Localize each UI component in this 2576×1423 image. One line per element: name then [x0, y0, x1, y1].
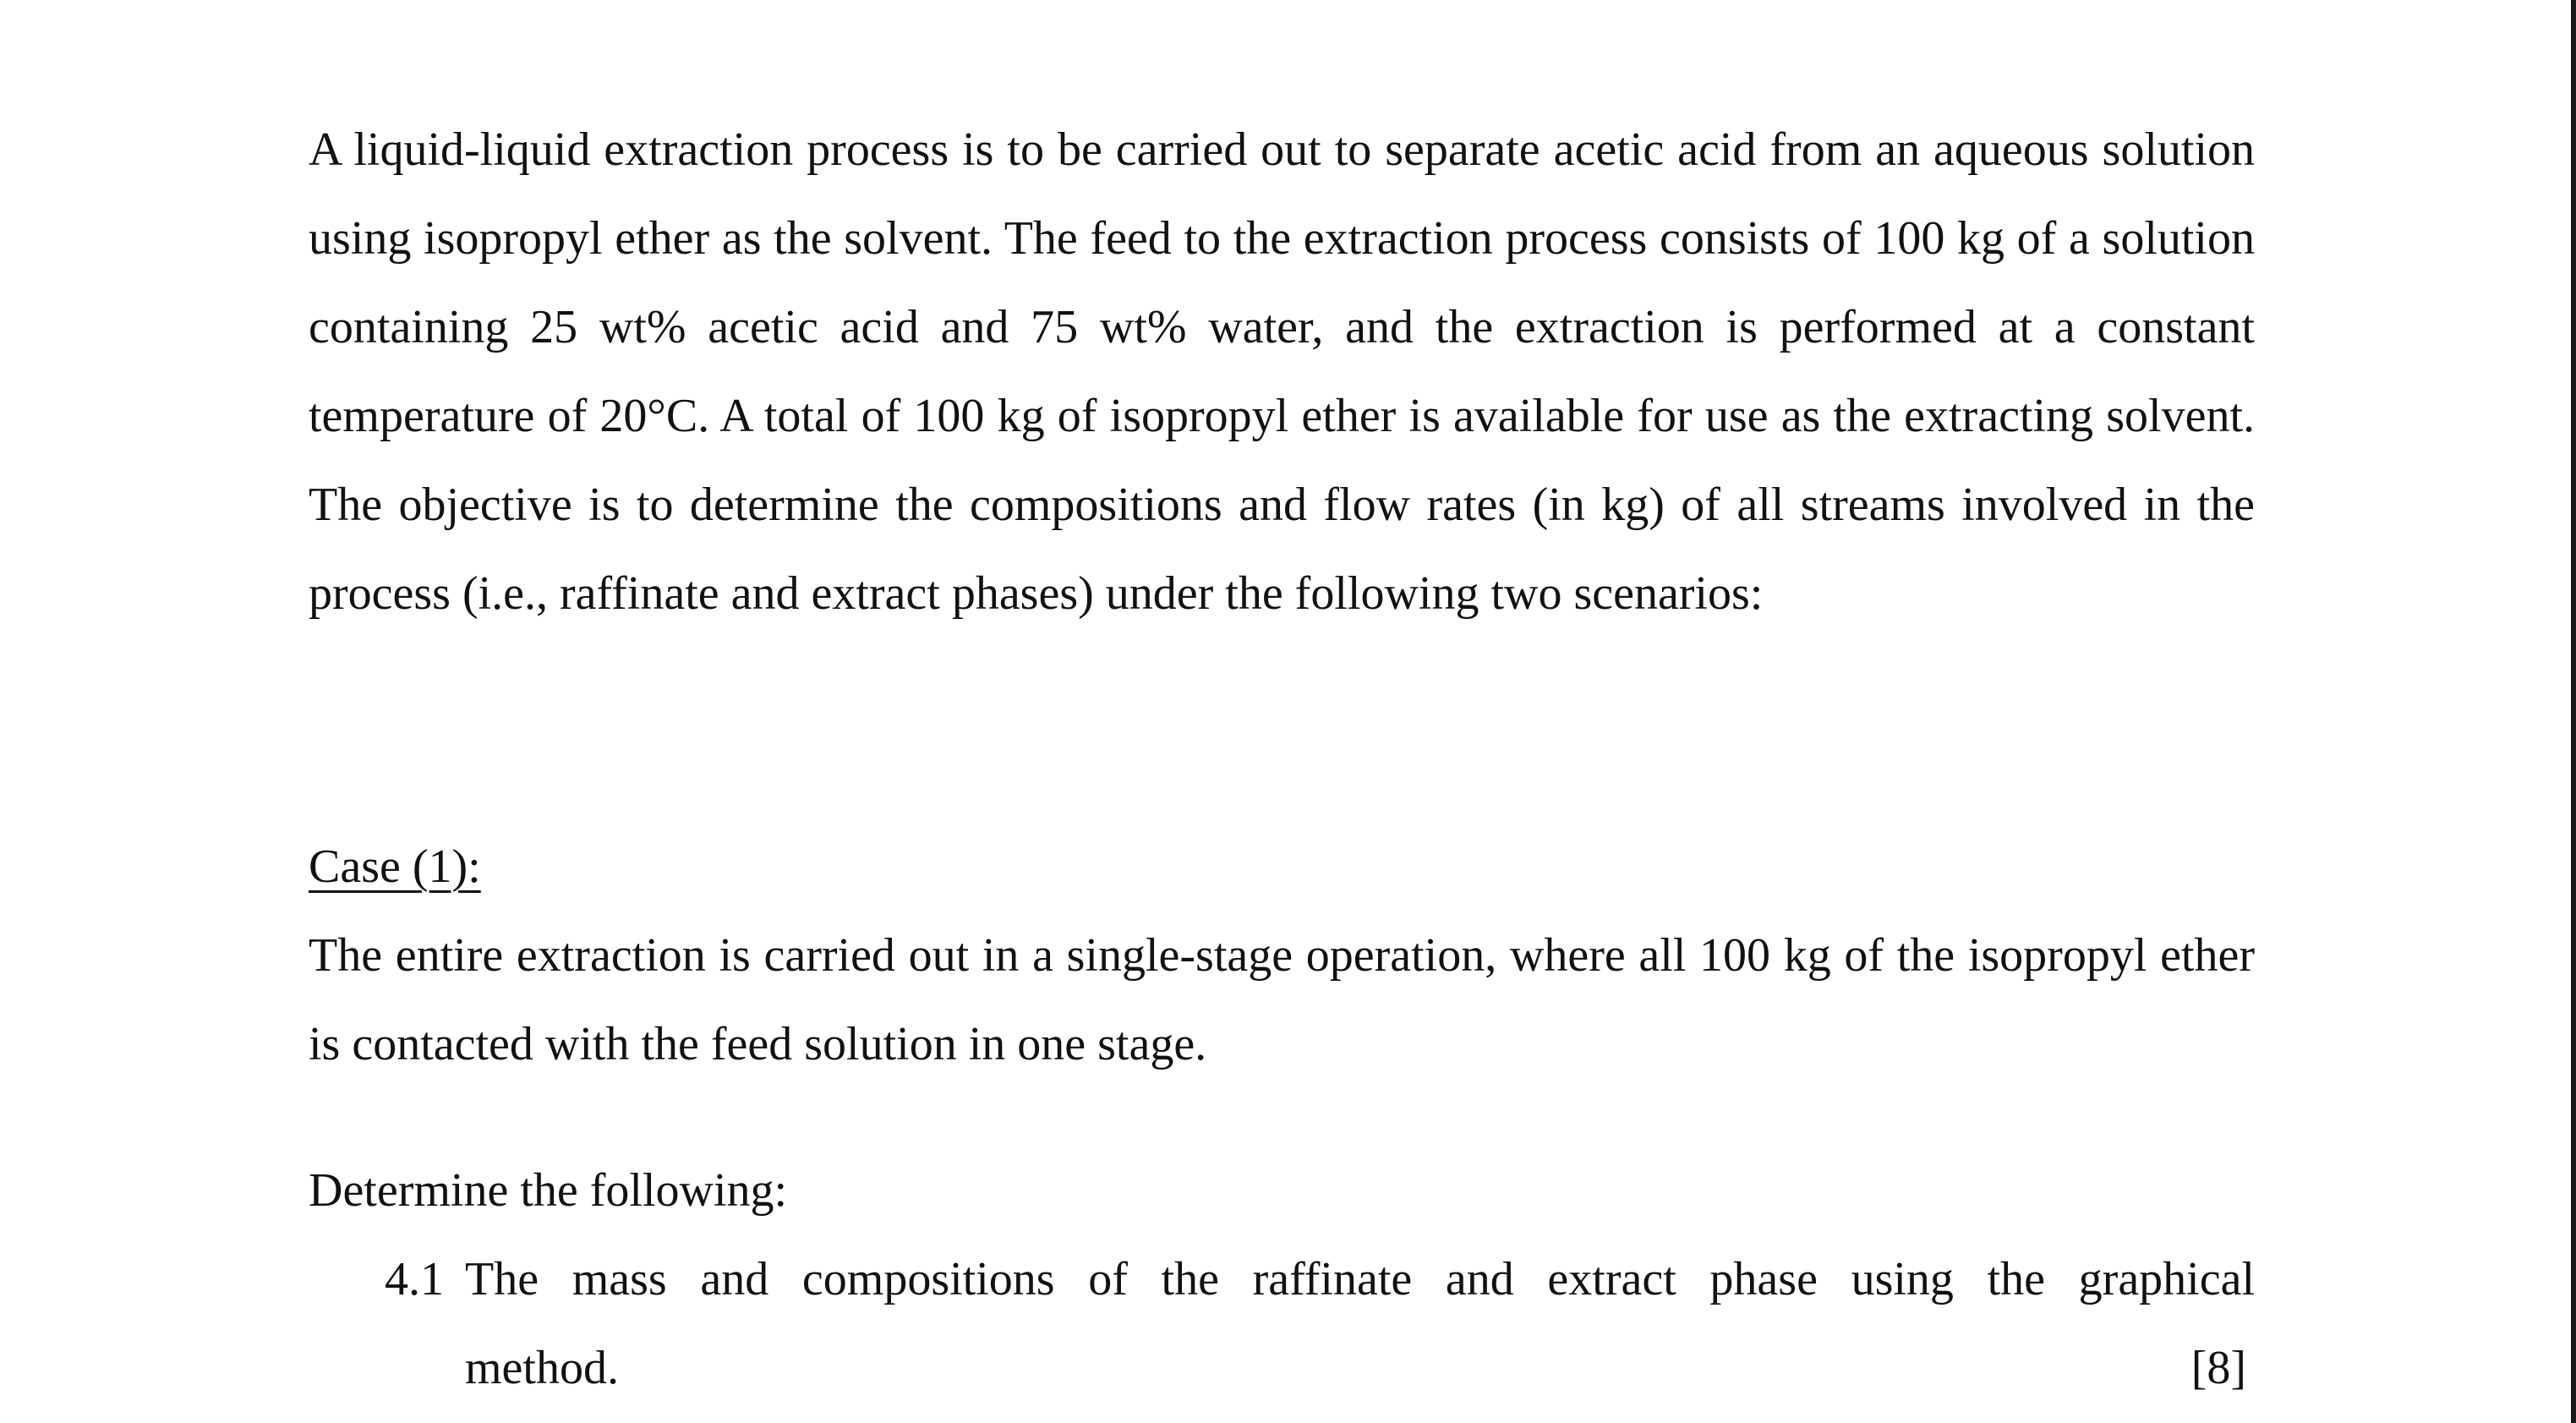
intro-paragraph: A liquid-liquid extraction process is to be carried out to separate acetic acid from an aqueous solution using isopropyl ether as the solvent. The feed to the extraction process consists of 100 kg of a solution containing 25 wt% acetic acid and 75 wt% water, and the extraction is performed at a constant temperature of 20°C. A total of 100 kg of isopropyl ether is available for use as the extracting solvent. The objective is to determine the compositions and flow rates (in kg) of all streams involved in the process (i.e., raffinate and extract phases) under the following two scenarios:: [309, 123, 2255, 620]
question-item: [385, 1235, 2255, 1413]
scrollbar-edge[interactable]: [2571, 0, 2576, 1423]
question-number: 4.1: [385, 1253, 444, 1305]
case-heading: Case (1):: [309, 840, 481, 893]
question-text-line2: method.: [465, 1342, 619, 1394]
determine-label: Determine the following:: [309, 1164, 788, 1217]
question-text-line1: The mass and compositions of the raffinate and extract phase using the graphical: [465, 1253, 2255, 1305]
question-text: [465, 1235, 2255, 1413]
case-paragraph: The entire extraction is carried out in a single-stage operation, where all 100 kg of the isopropyl ether is contacted with the feed solution in one stage.: [309, 929, 2255, 1070]
question-marks: [8]: [2190, 1342, 2246, 1394]
question-text-line2-row: [465, 1324, 2255, 1413]
